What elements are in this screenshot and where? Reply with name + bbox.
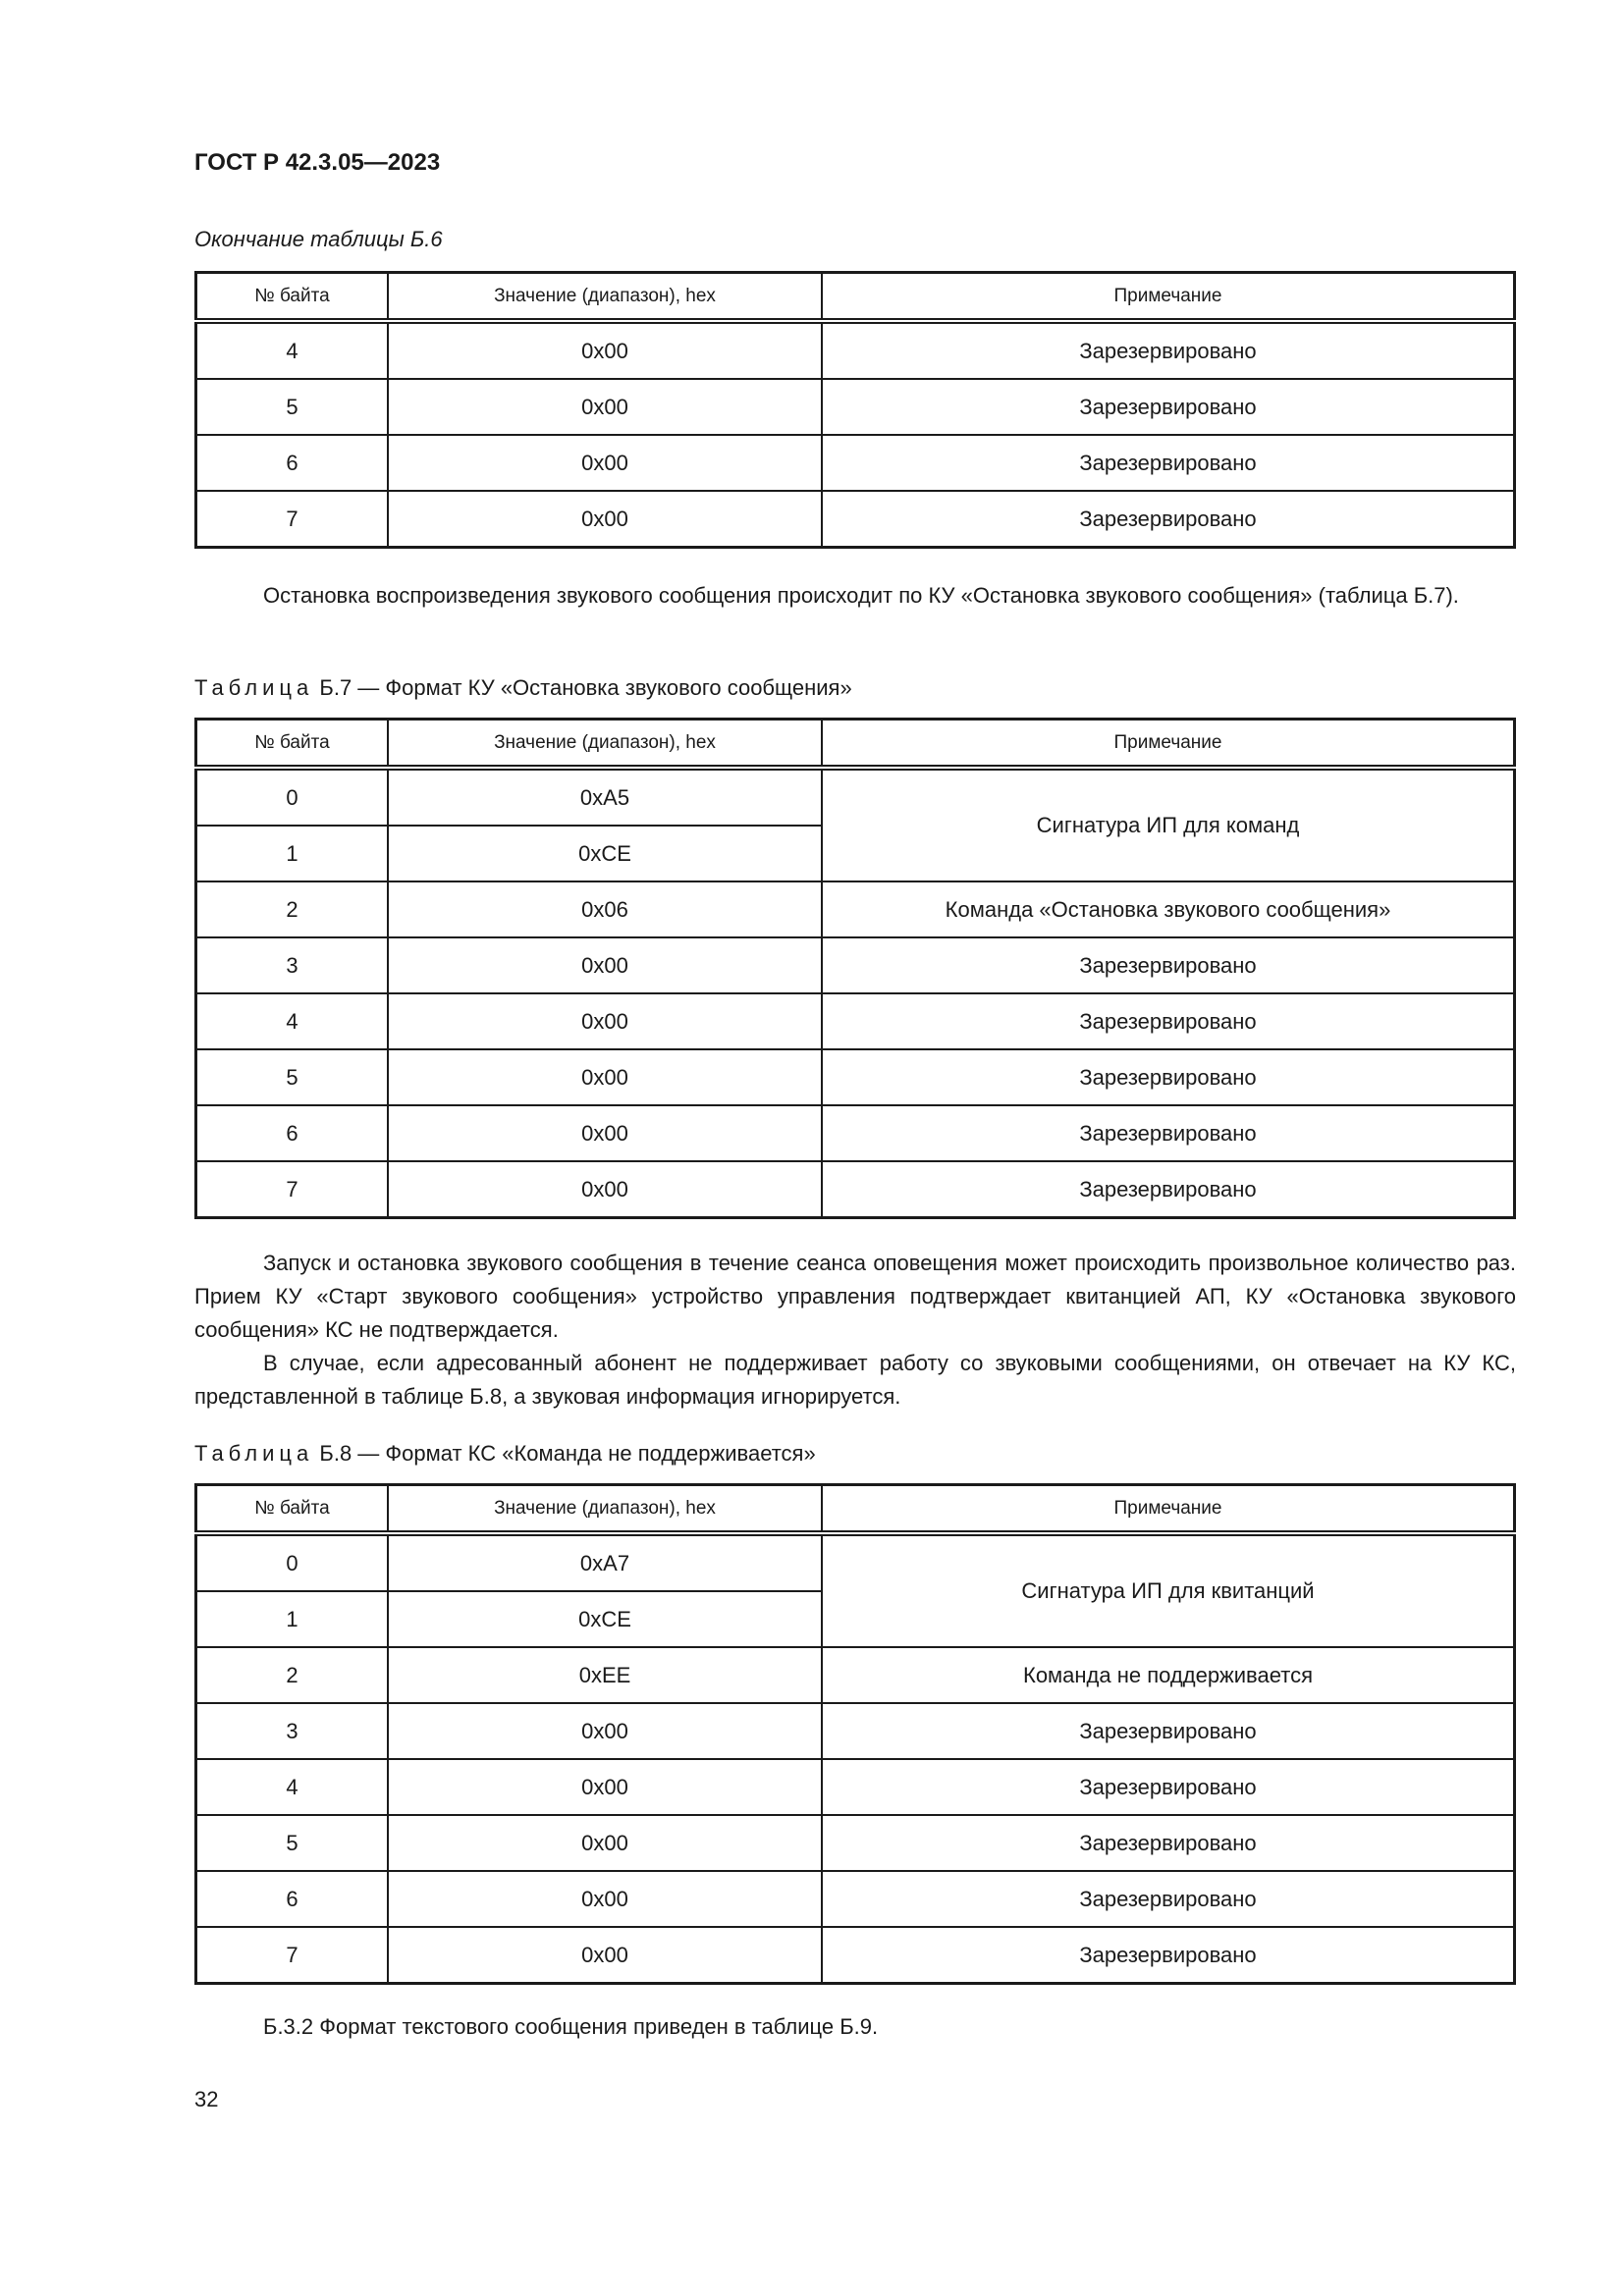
note-cell: Команда «Остановка звукового сообщения» <box>822 881 1515 937</box>
table-b8-caption <box>194 1441 1516 1467</box>
document-header: ГОСТ Р 42.3.05—2023 <box>194 149 441 176</box>
table-b7-container <box>194 718 1516 1219</box>
note-cell: Зарезервировано <box>822 937 1515 993</box>
note-cell: Зарезервировано <box>822 1871 1515 1927</box>
column-header: Значение (диапазон), hex <box>388 273 822 322</box>
note-cell: Зарезервировано <box>822 1049 1515 1105</box>
byte-number-cell: 2 <box>196 881 389 937</box>
paragraph-text: В случае, если адресованный абонент не поддерживает работу со звуковыми сообщениями, он отвечает на КУ КС, представленной в таблице Б.8, а звуковая информация игнорируется. <box>194 1351 1516 1409</box>
value-cell: 0x06 <box>388 881 822 937</box>
table-row <box>196 321 1515 379</box>
byte-number-cell: 3 <box>196 1703 389 1759</box>
note-cell: Сигнатура ИП для квитанций <box>822 1533 1515 1647</box>
table-row <box>196 768 1515 826</box>
value-cell: 0x00 <box>388 1703 822 1759</box>
caption-word: Таблица <box>194 675 314 700</box>
table-row <box>196 1871 1515 1927</box>
byte-number-cell: 7 <box>196 491 389 548</box>
table-row <box>196 937 1515 993</box>
table-continuation-label: Окончание таблицы Б.6 <box>194 227 443 251</box>
table-b6 <box>194 271 1516 549</box>
byte-number-cell: 1 <box>196 1591 389 1647</box>
table-row <box>196 1703 1515 1759</box>
value-cell: 0x00 <box>388 379 822 435</box>
byte-number-cell: 6 <box>196 435 389 491</box>
table-header-row <box>196 720 1515 769</box>
column-header: Примечание <box>822 1485 1515 1534</box>
value-cell: 0x00 <box>388 321 822 379</box>
value-cell: 0x00 <box>388 1815 822 1871</box>
value-cell: 0xCE <box>388 826 822 881</box>
column-header: № байта <box>196 720 389 769</box>
note-cell: Зарезервировано <box>822 491 1515 548</box>
byte-number-cell: 5 <box>196 1049 389 1105</box>
table-row <box>196 1759 1515 1815</box>
table-row <box>196 1049 1515 1105</box>
paragraph-1 <box>194 579 1516 613</box>
table-row <box>196 1927 1515 1984</box>
table-b7 <box>194 718 1516 1219</box>
caption-text: Б.7 — Формат КУ «Остановка звукового сообщения» <box>319 675 852 700</box>
note-cell: Зарезервировано <box>822 435 1515 491</box>
value-cell: 0x00 <box>388 1105 822 1161</box>
table-header-row <box>196 273 1515 322</box>
note-cell: Зарезервировано <box>822 993 1515 1049</box>
byte-number-cell: 1 <box>196 826 389 881</box>
paragraph-2 <box>194 1247 1516 1414</box>
byte-number-cell: 5 <box>196 1815 389 1871</box>
table-b8-container <box>194 1483 1516 1985</box>
byte-number-cell: 6 <box>196 1105 389 1161</box>
byte-number-cell: 5 <box>196 379 389 435</box>
table-b6-container <box>194 271 1516 549</box>
value-cell: 0xEE <box>388 1647 822 1703</box>
byte-number-cell: 7 <box>196 1927 389 1984</box>
table-row <box>196 1105 1515 1161</box>
byte-number-cell: 2 <box>196 1647 389 1703</box>
paragraph-text: Запуск и остановка звукового сообщения в течение сеанса оповещения может происходить произвольное количество раз. Прием КУ «Старт звукового сообщения» устройство управления подтверждает квитанцией АП, КУ «Остановка звукового сообщения» КС не подтверждается. <box>194 1251 1516 1342</box>
column-header: Значение (диапазон), hex <box>388 720 822 769</box>
note-cell: Зарезервировано <box>822 1161 1515 1218</box>
value-cell: 0xA7 <box>388 1533 822 1591</box>
value-cell: 0xCE <box>388 1591 822 1647</box>
byte-number-cell: 4 <box>196 993 389 1049</box>
table-row <box>196 881 1515 937</box>
value-cell: 0x00 <box>388 1871 822 1927</box>
value-cell: 0x00 <box>388 937 822 993</box>
byte-number-cell: 7 <box>196 1161 389 1218</box>
note-cell: Команда не поддерживается <box>822 1647 1515 1703</box>
byte-number-cell: 6 <box>196 1871 389 1927</box>
value-cell: 0x00 <box>388 491 822 548</box>
note-cell: Зарезервировано <box>822 1927 1515 1984</box>
table-row <box>196 993 1515 1049</box>
column-header: № байта <box>196 273 389 322</box>
paragraph-text: Остановка воспроизведения звукового сообщения происходит по КУ «Остановка звукового сообщения» (таблица Б.7). <box>263 583 1459 608</box>
byte-number-cell: 3 <box>196 937 389 993</box>
caption-word: Таблица <box>194 1441 314 1466</box>
column-header: № байта <box>196 1485 389 1534</box>
table-header-row <box>196 1485 1515 1534</box>
value-cell: 0x00 <box>388 1049 822 1105</box>
table-row <box>196 491 1515 548</box>
column-header: Примечание <box>822 720 1515 769</box>
note-cell: Зарезервировано <box>822 1815 1515 1871</box>
paragraph-4 <box>194 2010 1516 2044</box>
column-header: Примечание <box>822 273 1515 322</box>
note-cell: Зарезервировано <box>822 321 1515 379</box>
note-cell: Зарезервировано <box>822 379 1515 435</box>
note-cell: Сигнатура ИП для команд <box>822 768 1515 881</box>
note-cell: Зарезервировано <box>822 1105 1515 1161</box>
value-cell: 0x00 <box>388 1927 822 1984</box>
paragraph-text: Б.3.2 Формат текстового сообщения приведен в таблице Б.9. <box>263 2014 879 2039</box>
value-cell: 0x00 <box>388 435 822 491</box>
note-cell: Зарезервировано <box>822 1703 1515 1759</box>
table-b8 <box>194 1483 1516 1985</box>
table-row <box>196 1161 1515 1218</box>
page-number: 32 <box>194 2087 219 2111</box>
value-cell: 0x00 <box>388 993 822 1049</box>
table-row <box>196 435 1515 491</box>
value-cell: 0x00 <box>388 1161 822 1218</box>
byte-number-cell: 0 <box>196 1533 389 1591</box>
byte-number-cell: 4 <box>196 321 389 379</box>
table-row <box>196 1647 1515 1703</box>
value-cell: 0x00 <box>388 1759 822 1815</box>
caption-text: Б.8 — Формат КС «Команда не поддерживается» <box>319 1441 816 1466</box>
column-header: Значение (диапазон), hex <box>388 1485 822 1534</box>
table-row <box>196 1815 1515 1871</box>
byte-number-cell: 0 <box>196 768 389 826</box>
value-cell: 0xA5 <box>388 768 822 826</box>
table-b7-caption <box>194 675 1516 701</box>
note-cell: Зарезервировано <box>822 1759 1515 1815</box>
table-row <box>196 1533 1515 1591</box>
table-row <box>196 379 1515 435</box>
byte-number-cell: 4 <box>196 1759 389 1815</box>
